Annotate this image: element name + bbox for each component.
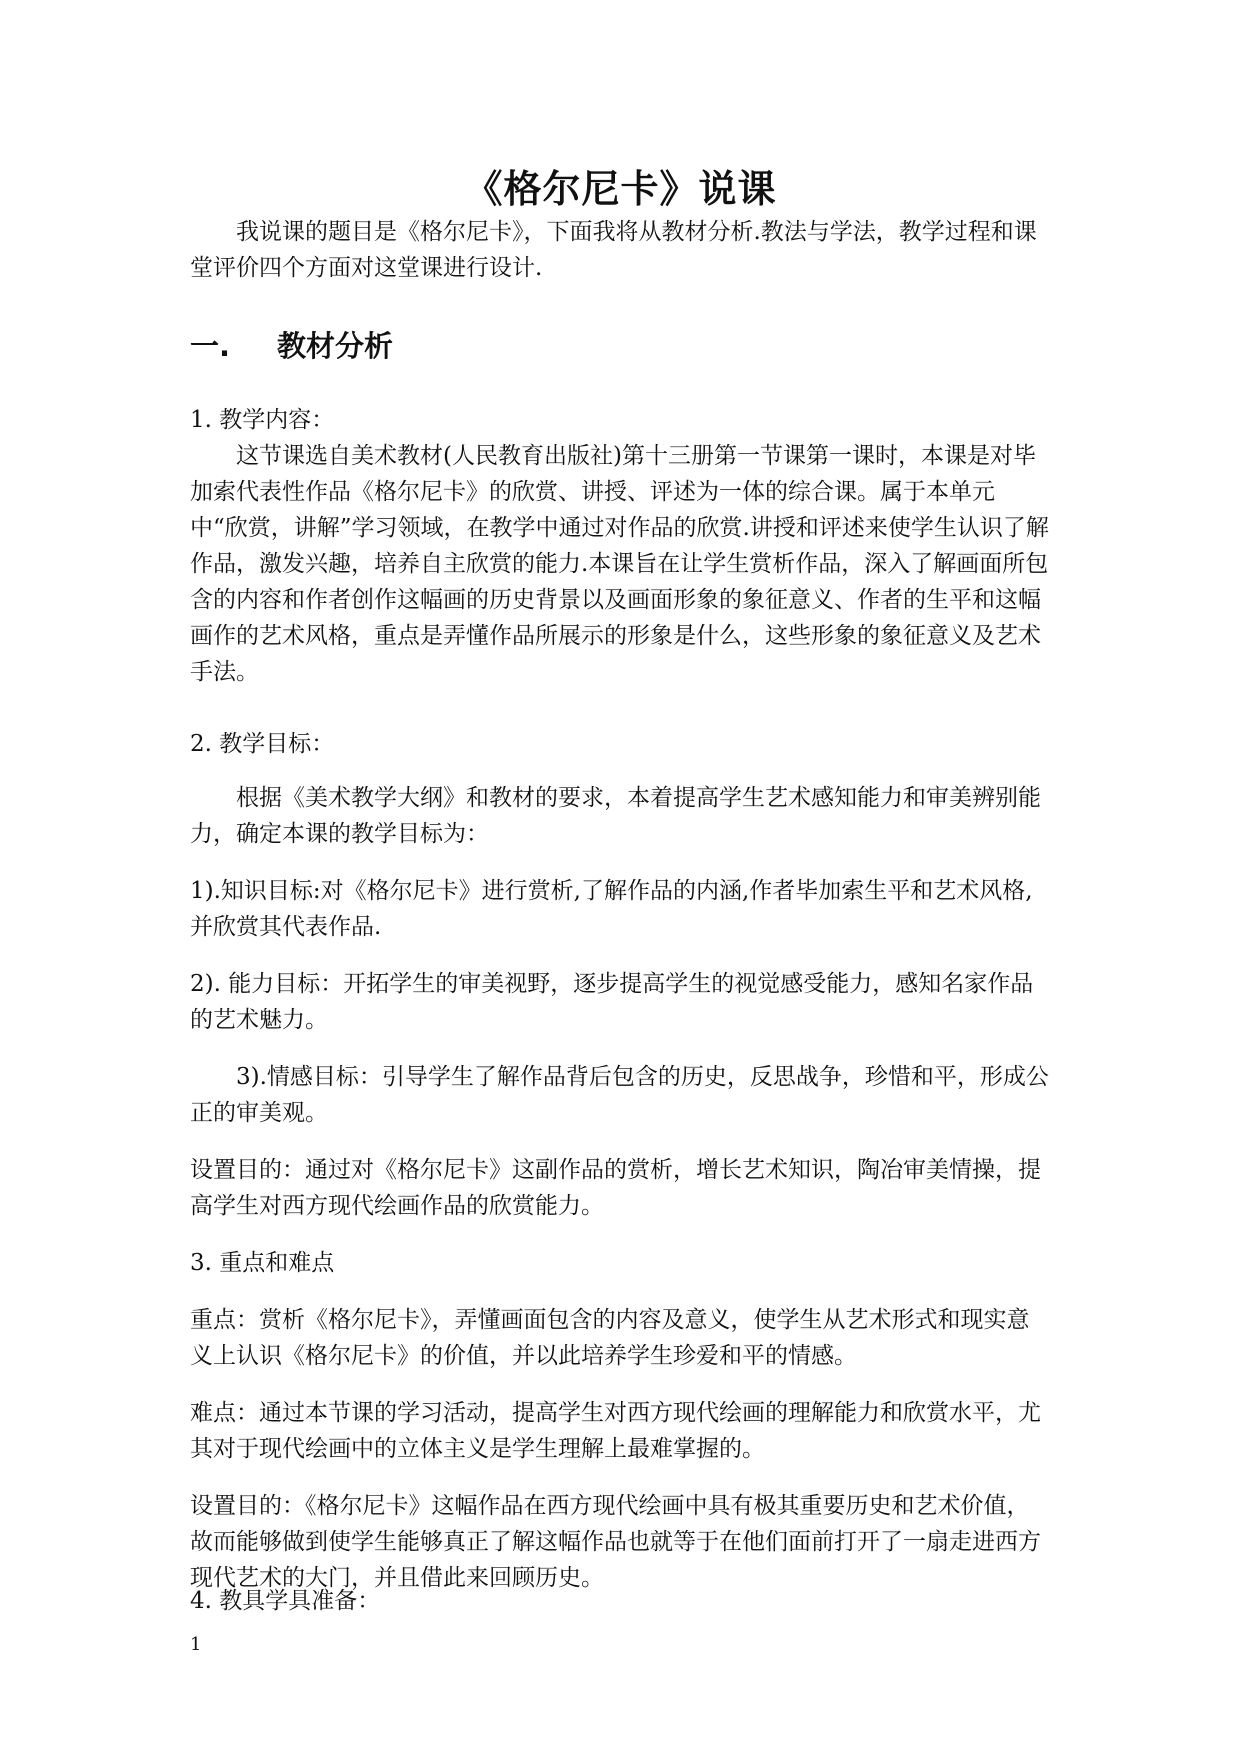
- difficulty-paragraph: 难点：通过本节课的学习活动，提高学生对西方现代绘画的理解能力和欣赏水平，尤其对于现代绘画中的立体主义是学生理解上最难掌握的。: [190, 1400, 1041, 1462]
- section-heading: [190, 324, 393, 365]
- document-title: 《格尔尼卡》说课: [464, 166, 777, 211]
- item2-body: 根据《美术教学大纲》和教材的要求，本着提高学生艺术感知能力和审美辨别能力，确定本课的教学目标为：: [190, 785, 1041, 847]
- purpose-paragraph-2: 设置目的：《格尔尼卡》这幅作品在西方现代绘画中具有极其重要历史和艺术价值，故而能够做到使学生能够真正了解这幅作品也就等于在他们面前打开了一扇走进西方现代艺术的大门，并且借此来回顾历史。: [190, 1493, 1041, 1591]
- goal-knowledge: 1).知识目标:对《格尔尼卡》进行赏析,了解作品的内涵,作者毕加索生平和艺术风格,并欣赏其代表作品.: [190, 878, 1033, 940]
- item3-heading: 3. 重点和难点: [190, 1250, 335, 1276]
- goal-emotion: 3).情感目标：引导学生了解作品背后包含的历史，反思战争，珍惜和平，形成公正的审美观。: [190, 1064, 1049, 1126]
- item2-heading: 2. 教学目标：: [190, 731, 335, 757]
- section-title: 教材分析: [277, 329, 394, 363]
- section-number: 一.: [190, 329, 231, 363]
- key-point-paragraph: 重点：赏析《格尔尼卡》，弄懂画面包含的内容及意义，使学生从艺术形式和现实意义上认识《格尔尼卡》的价值，并以此培养学生珍爱和平的情感。: [190, 1307, 1030, 1369]
- intro-paragraph: 我说课的题目是《格尔尼卡》，下面我将从教材分析.教法与学法，教学过程和课堂评价四个方面对这堂课进行设计.: [190, 219, 1037, 281]
- goal-ability: 2). 能力目标：开拓学生的审美视野，逐步提高学生的视觉感受能力，感知名家作品的艺术魅力。: [190, 971, 1034, 1033]
- page-number: 1: [190, 1634, 202, 1655]
- item1-heading: 1. 教学内容：: [190, 407, 335, 433]
- item1-body: 这节课选自美术教材(人民教育出版社)第十三册第一节课第一课时，本课是对毕加索代表性作品《格尔尼卡》的欣赏、讲授、评述为一体的综合课。属于本单元中“欣赏，讲解”学习领域，在教学中通过对作品的欣赏.讲授和评述来使学生认识了解作品，激发兴趣，培养自主欣赏的能力.本课旨在让学生赏析作品，深入了解画面所包含的内容和作者创作这幅画的历史背景以及画面形象的象征意义、作者的生平和这幅画作的艺术风格，重点是弄懂作品所展示的形象是什么，这些形象的象征意义及艺术手法。: [190, 443, 1049, 685]
- item4-heading: 4. 教具学具准备：: [190, 1588, 381, 1614]
- purpose-paragraph-1: 设置目的：通过对《格尔尼卡》这副作品的赏析，增长艺术知识，陶冶审美情操，提高学生对西方现代绘画作品的欣赏能力。: [190, 1157, 1041, 1219]
